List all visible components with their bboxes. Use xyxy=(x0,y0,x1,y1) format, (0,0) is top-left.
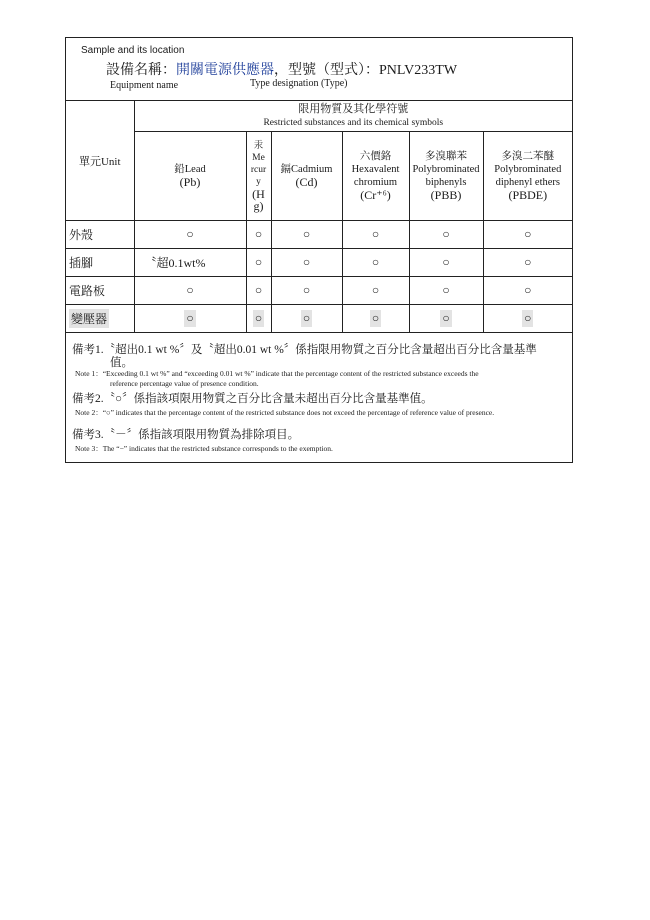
substance-symbol: g) xyxy=(253,199,264,213)
type-value: PNLV233TW xyxy=(379,63,458,78)
substance-name: diphenyl ethers xyxy=(495,177,561,188)
value-cell: ○ xyxy=(409,221,483,249)
substance-name: 鎘Cadmium xyxy=(280,164,333,175)
substance-name: 鉛Lead xyxy=(174,164,206,175)
type-designation-en: Type designation (Type) xyxy=(250,78,348,89)
substance-header-pbde xyxy=(483,132,572,221)
substance-name: 六價鉻 xyxy=(359,151,392,162)
value-cell: ○ xyxy=(409,249,483,277)
substance-name: Polybrominated xyxy=(494,164,562,175)
unit-label: 外殼 xyxy=(66,221,134,249)
value-text: ○ xyxy=(371,311,380,325)
note1-en-line2: reference percentage value of presence condition. xyxy=(110,379,259,388)
value-cell: ○ xyxy=(246,277,271,305)
unit-label xyxy=(66,305,134,333)
type-label-cn: ，型號（型式）： xyxy=(274,63,379,78)
substance-name: Polybrominated xyxy=(412,164,480,175)
note2-en: Note 2：“○” indicates that the percentage content of the restricted substance does not exceed the percentage of reference value of presence. xyxy=(75,408,495,417)
unit-label-text: 變壓器 xyxy=(69,309,109,328)
note1-cn-line2: 值。 xyxy=(110,357,133,369)
value-cell: 〝超0.1wt% xyxy=(134,249,246,277)
substance-name: 多溴聯苯 xyxy=(425,151,467,162)
substance-name: 多溴二苯醚 xyxy=(501,151,555,162)
value-cell xyxy=(246,305,271,333)
table-title-en: Restricted substances and its chemical symbols xyxy=(263,118,444,128)
equipment-label-cn: 設備名稱： xyxy=(106,63,176,78)
value-text: ○ xyxy=(186,311,194,325)
equipment-name-cn: 開關電源供應器 xyxy=(176,63,274,78)
sample-location-label: Sample and its location xyxy=(81,45,185,56)
value-cell: ○ xyxy=(342,277,409,305)
value-cell: ○ xyxy=(134,277,246,305)
value-cell: ○ xyxy=(271,277,342,305)
substance-header-pbb xyxy=(409,132,483,221)
value-cell: ○ xyxy=(483,249,572,277)
unit-label: 插腳 xyxy=(66,249,134,277)
table-title xyxy=(134,101,572,132)
value-cell: ○ xyxy=(409,277,483,305)
value-cell: ○ xyxy=(483,277,572,305)
substance-symbol: (Cd) xyxy=(295,175,318,189)
substance-name: rcur xyxy=(250,165,267,175)
value-cell: ○ xyxy=(134,221,246,249)
substance-name: Hexavalent xyxy=(351,164,400,175)
value-text: ○ xyxy=(254,311,263,325)
substance-header-lead xyxy=(134,132,246,221)
value-text: ○ xyxy=(524,311,532,325)
form-header xyxy=(66,38,572,101)
value-cell xyxy=(483,305,572,333)
note1-en-line1: Note 1：“Exceeding 0.1 wt %” and “exceeding 0.01 wt %” indicate that the percentage content of the restricted substance exceeds the xyxy=(75,369,479,378)
unit-label: 電路板 xyxy=(66,277,134,305)
substance-name: Me xyxy=(252,153,265,163)
value-cell xyxy=(342,305,409,333)
restricted-substances-table xyxy=(66,101,572,333)
value-cell: ○ xyxy=(342,249,409,277)
note3-cn: 備考3.〝－〞係指該項限用物質為排除項目。 xyxy=(72,429,300,441)
table-title-cn: 限用物質及其化學符號 xyxy=(298,103,409,115)
substance-symbol: (Cr⁺⁶) xyxy=(360,188,391,202)
value-text: ○ xyxy=(442,311,450,325)
value-cell xyxy=(409,305,483,333)
value-cell xyxy=(134,305,246,333)
substance-header-mercury xyxy=(246,132,271,221)
value-cell: ○ xyxy=(271,249,342,277)
note3-en: Note 3：The “−” indicates that the restricted substance corresponds to the exemption. xyxy=(75,444,333,453)
value-cell xyxy=(271,305,342,333)
table-row xyxy=(66,249,572,277)
value-text: ○ xyxy=(302,311,311,325)
value-cell: ○ xyxy=(246,249,271,277)
substance-name: y xyxy=(256,177,261,187)
substance-symbol: (H xyxy=(252,187,265,201)
substance-symbol: (Pb) xyxy=(179,175,201,189)
value-cell: ○ xyxy=(342,221,409,249)
value-cell: ○ xyxy=(246,221,271,249)
table-row xyxy=(66,305,572,333)
substance-name: chromium xyxy=(353,177,398,188)
substance-symbol: (PBB) xyxy=(430,188,462,202)
table-row xyxy=(66,221,572,249)
substance-name: biphenyls xyxy=(425,177,467,188)
value-cell: ○ xyxy=(271,221,342,249)
substance-header-hexavalent-chromium xyxy=(342,132,409,221)
unit-header: 單元Unit xyxy=(66,101,134,221)
value-cell: ○ xyxy=(483,221,572,249)
substance-symbol: (PBDE) xyxy=(508,188,548,202)
substance-name: 汞 xyxy=(253,141,264,151)
equipment-name-en: Equipment name xyxy=(110,80,179,91)
substance-header-cadmium xyxy=(271,132,342,221)
note1-cn-line1: 備考1.〝超出0.1 wt %〞及〝超出0.01 wt %〞係指限用物質之百分比含量超出百分比含量基準 xyxy=(72,344,537,356)
note2-cn: 備考2.〝○〞係指該項限用物質之百分比含量未超出百分比含量基準值。 xyxy=(72,393,433,405)
table-row xyxy=(66,277,572,305)
rohs-declaration-form xyxy=(65,37,573,463)
equipment-line xyxy=(106,59,457,79)
